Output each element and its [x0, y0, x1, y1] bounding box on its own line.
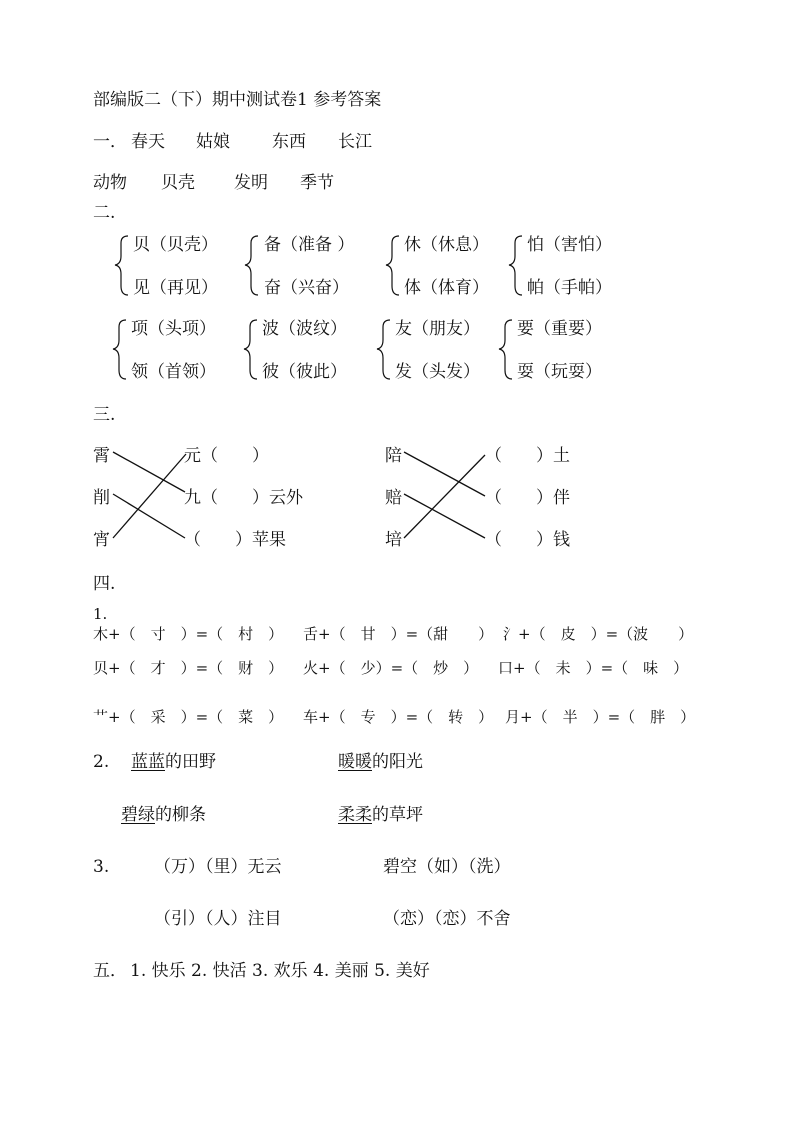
match-right-target: （ ）钱 — [485, 530, 570, 550]
match-left-target: （ ）苹果 — [184, 530, 286, 550]
char-group-top: 怕（害怕） — [527, 235, 612, 255]
char-group-bottom: 体（体育） — [404, 278, 489, 298]
match-right-target: （ ）土 — [485, 446, 570, 466]
equation: 车+（ 专 ）=（ 转 ） — [303, 708, 494, 726]
match-line — [113, 454, 186, 538]
brace — [509, 236, 522, 295]
equation: 口+（ 未 ）=（ 味 ） — [498, 659, 689, 677]
idiom: （万）（里）无云 — [154, 857, 282, 877]
equation: 氵+（ 皮 ）=（波 ） — [503, 625, 694, 643]
char-group-top: 项（头项） — [131, 319, 216, 339]
answer-word: 发明 — [234, 173, 268, 193]
char-group-bottom: 耍（玩耍） — [517, 362, 602, 382]
answer-word: 东西 — [272, 132, 306, 152]
equation: 木+（ 寸 ）=（ 村 ） — [93, 625, 284, 643]
match-left-char: 宵 — [93, 530, 110, 550]
equation: 月+（ 半 ）=（ 胖 ） — [505, 708, 696, 726]
char-group-bottom: 见（再见） — [133, 278, 218, 298]
match-left-target: 元（ ） — [184, 446, 269, 466]
idiom: （恋）（恋）不舍 — [383, 909, 511, 929]
section-2-label: 二. — [93, 203, 116, 223]
match-line — [404, 452, 485, 496]
brace — [499, 320, 512, 379]
brace — [245, 236, 258, 295]
char-group-top: 要（重要） — [517, 319, 602, 339]
phrase-rest: 的柳条 — [155, 805, 206, 825]
answer-word: 季节 — [300, 173, 334, 193]
match-left-target: 九（ ）云外 — [184, 488, 303, 508]
section-1-label: 一． — [93, 132, 127, 152]
page-title: 部编版二（下）期中测试卷1 参考答案 — [93, 90, 382, 110]
match-left-char: 削 — [93, 488, 110, 508]
section-3-label: 三. — [93, 405, 116, 425]
char-group-top: 波（波纹） — [262, 319, 347, 339]
phrase-underlined: 碧绿 — [121, 805, 155, 825]
match-right-char: 陪 — [385, 446, 402, 466]
char-group-top: 休（休息） — [404, 235, 489, 255]
answer-word: 贝壳 — [161, 173, 195, 193]
match-lines — [113, 452, 485, 538]
match-line — [113, 452, 185, 492]
phrase-underlined: 蓝蓝 — [131, 752, 165, 772]
answer-word: 春天 — [131, 132, 165, 152]
brace — [377, 320, 390, 379]
section-5-label: 五． — [93, 961, 127, 981]
q2-number: 2. — [93, 752, 110, 772]
brace — [115, 236, 128, 295]
char-group-bottom: 发（头发） — [395, 362, 480, 382]
equation: 艹+（ 采 ）=（ 菜 ） — [93, 708, 284, 726]
phrase-underlined: 柔柔 — [338, 805, 372, 825]
phrase-rest: 的田野 — [165, 752, 216, 772]
match-line — [404, 455, 485, 538]
match-right-char: 培 — [385, 530, 402, 550]
char-group-bottom: 帕（手帕） — [527, 278, 612, 298]
idiom: 碧空（如）（洗） — [383, 857, 511, 877]
equation: 舌+（ 甘 ）=（甜 ） — [303, 625, 494, 643]
brace — [244, 320, 257, 379]
brace — [113, 320, 126, 379]
braces — [113, 236, 522, 379]
answer-word: 长江 — [338, 132, 372, 152]
phrase-rest: 的草坪 — [372, 805, 423, 825]
section-5-answers: 1. 快乐 2. 快活 3. 欢乐 4. 美丽 5. 美好 — [130, 961, 430, 981]
answer-word: 动物 — [93, 173, 127, 193]
match-line — [113, 494, 185, 538]
brace — [386, 236, 399, 295]
q3-number: 3. — [93, 857, 110, 877]
q1-number: 1. — [93, 605, 108, 623]
phrase-rest: 的阳光 — [372, 752, 423, 772]
match-line — [404, 494, 485, 538]
idiom: （引）（人）注目 — [154, 909, 282, 929]
equation: 火+（ 少）=（ 炒 ） — [303, 659, 479, 677]
phrase-underlined: 暖暖 — [338, 752, 372, 772]
char-group-bottom: 彼（彼此） — [262, 362, 347, 382]
equation: 贝+（ 才 ）=（ 财 ） — [93, 659, 284, 677]
char-group-top: 贝（贝壳） — [133, 235, 218, 255]
match-right-char: 赔 — [385, 488, 402, 508]
char-group-top: 友（朋友） — [395, 319, 480, 339]
section-4-label: 四. — [93, 574, 116, 594]
char-group-bottom: 领（首领） — [131, 362, 216, 382]
answer-word: 姑娘 — [196, 132, 230, 152]
match-left-char: 霄 — [93, 446, 110, 466]
char-group-bottom: 奋（兴奋） — [264, 278, 349, 298]
char-group-top: 备（准备 ） — [264, 235, 355, 255]
match-right-target: （ ）伴 — [485, 488, 570, 508]
